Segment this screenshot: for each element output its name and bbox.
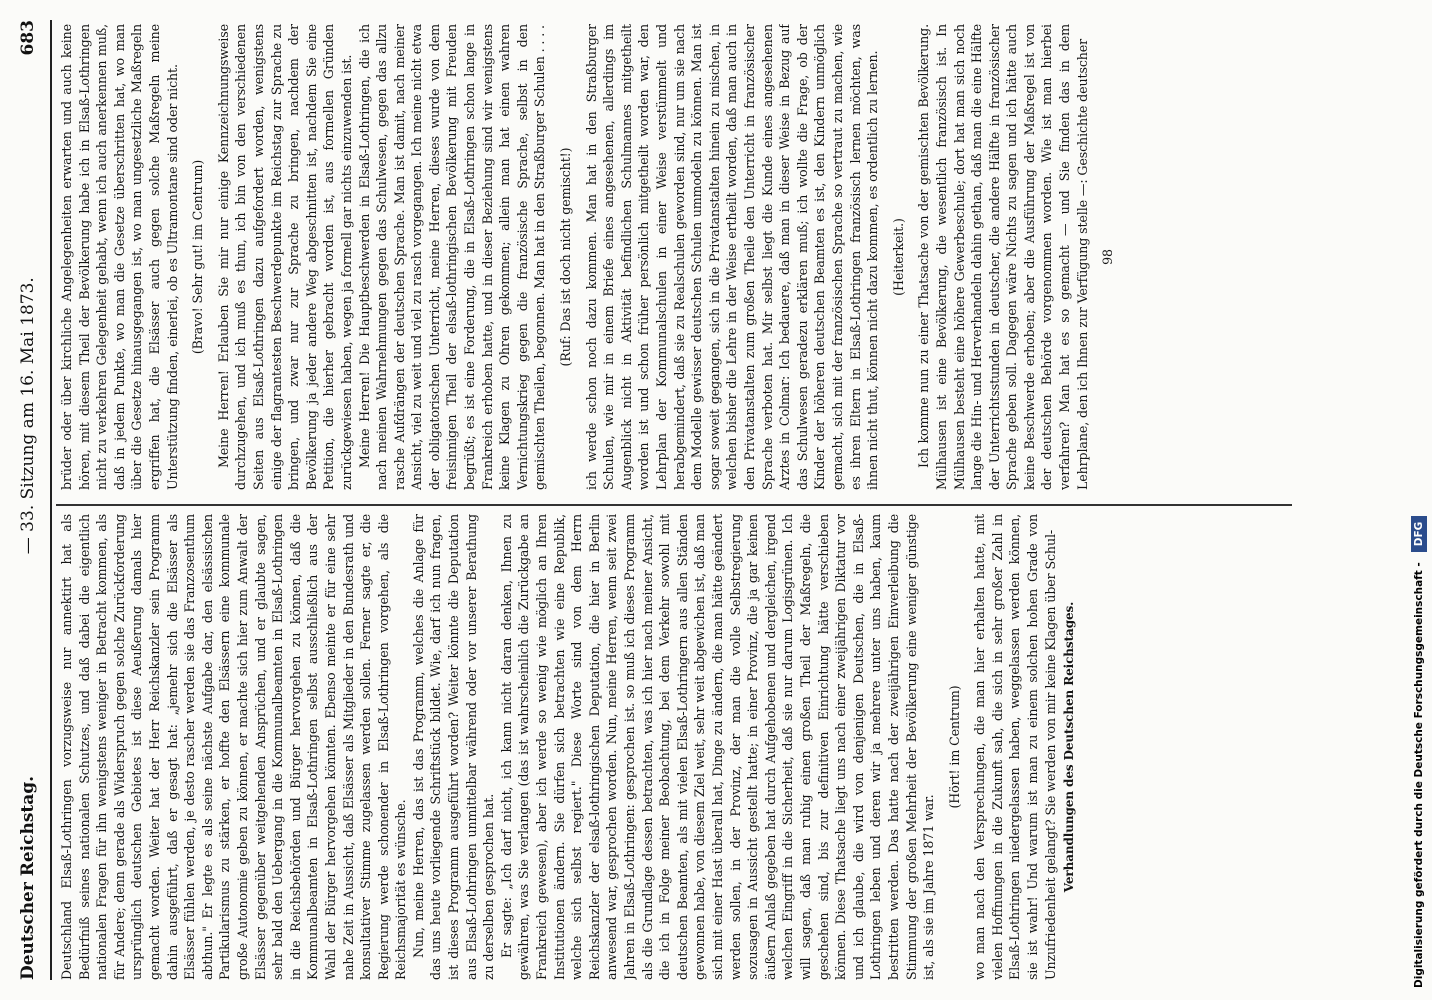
left-column bbox=[58, 514, 1288, 980]
paragraph: ich werde schon noch dazu kommen. Man hat in den Straßburger Schulen, wie mir in einem Briefe eines angesehenen, allerdings im Augenblick nicht in Aktivität befindlichen Schulmannes mitgetheilt worden ist und schon früher persönlich mitgetheilt worden war, den Lehrplan der Kommunalschulen in einer Weise verstümmelt und herabgemindert, daß sie zu Realschulen geworden sind, nur um sie nach dem Modelle gewisser deutschen Schulen ummodeln zu können. Man ist sogar soweit gegangen, sich in die Privatanstalten hinein zu mischen, in welchen bisher die Lehre in der Weise ertheilt worden, daß man auch in den Privatanstalten zum großen Theile den Unterricht in französischer Sprache verboten hat. Mir selbst liegt die Kunde eines angesehenen Arztes in Colmar: Ich bedauere, daß man in dieser Weise in Bezug auf das Schulwesen geradezu erklären muß; ich wollte die Frage, ob der Kinder der höheren deutschen Beamten es ist, den Kindern unmöglich gemacht, sich mit der französischen Sprache so vertraut zu machen, wie es ihren Eltern in Elsaß-Lothringen französisch lernen möchten, was ihnen nicht thut, können nicht dazu kommen, es ordentlich zu lernen. bbox=[583, 24, 881, 490]
page-header bbox=[10, 20, 46, 980]
interjection: (Bravo! Sehr gut! im Centrum) bbox=[190, 159, 206, 355]
interjection: (Hört! im Centrum) bbox=[946, 685, 962, 809]
header-title: Deutscher Reichstag. bbox=[18, 775, 38, 980]
paragraph: Meine Herren! Erlauben Sie mir nur einige Kennzeichnungsweise durchzugehen, und ich muß es thun, ich bin von den verschiedenen Seiten aus Elsaß-Lothringen dazu aufgefordert worden, wenigstens einige der flagrantesten Beschwerdepunkte im Reichstag zur Sprache zu bringen, und zwar nur zur Sprache zu bringen, nachdem der Bevölkerung ja jeder andere Weg abgeschnitten ist, nachdem Sie eine Petition, die hierher gebracht worden ist, aus formellen Gründen zurückgewiesen haben, wegen ja formell gar nichts einzuwenden ist. bbox=[215, 24, 354, 490]
digitization-credit bbox=[1404, 12, 1428, 988]
header-rule bbox=[50, 20, 52, 980]
paragraph: Ich komme nun zu einer Thatsache von der gemischten Bevölkerung. Mülhausen ist eine Bevölkerung, die wesentlich französisch ist. In Mülhausen besteht eine höhere Gewerbeschule; dort hat man sich noch lange die Hin- und Herverhandeln dahin gethan, daß man die eine Hälfte der Unterrichtsstunden in deutscher, die andere Hälfte in französischer Sprache geben soll. Dagegen wäre Nichts zu sagen und ich hätte auch keine Beschwerde erhoben; aber die Ausführung der Maßregel ist von der deutschen Behörde vorgenommen worden. Wie ist man hierbei verfahren? Man hat es so gemacht — und Sie finden das in dem Lehrplane, den ich Ihnen zur Verfügung stelle —: Geschichte deutscher bbox=[916, 24, 1090, 490]
dfg-logo: DFG bbox=[1411, 516, 1427, 553]
paragraph: brüder oder über kirchliche Angelegenheiten erwarten und auch keine hören, mit diesem Theil der Bevölkerung habe ich in Elsaß-Lothringen nicht zu verkehren Gelegenheit gehabt, wenn ich auch anerkennen muß, daß in jedem Punkte, wo man die Gesetze überschritten hat, wo man über die Gesetze hinausgegangen ist, wo man ungesetzliche Maßregeln ergriffen hat, die Elsässer auch gegen solche Maßregeln meine Unterstützung finden, einerlei, ob es Ultramontane sind oder nicht. bbox=[59, 24, 180, 490]
footer-note: Verhandlungen des Deutschen Reichstages. bbox=[1062, 601, 1077, 893]
paragraph: wo man nach den Versprechungen, die man hier erhalten hatte, mit vielen Hoffnungen in die Zukunft sah, die sich in sehr großer Zahl in Elsaß-Lothringen niedergelassen haben, weggelassen werden können, sie ist wahr! Und warum ist man zu einem solchen hohen Grade von Unzufriedenheit gelangt? Sie werden von mir keine Klagen über Schul- bbox=[972, 514, 1058, 980]
credit-line bbox=[1407, 12, 1428, 988]
paragraph: Nun, meine Herren, das ist das Programm, welches die Anlage für das uns heute vorliegende Schriftstück bildet. Wie, darf ich nun fragen, ist dieses Programm ausgeführt worden? Weiter könnte die Deputation aus Elsaß-Lothringen unmittelbar während oder vor unserer Berathung zu derselben gesprochen hat. bbox=[410, 514, 497, 980]
interjection: (Heiterkeit.) bbox=[890, 218, 906, 296]
paragraph: Deutschland Elsaß-Lothringen vorzugsweise nur annektirt hat als Bedürfniß seines nationalen Schutzes, und daß dabei die eigentlich nationalen Fragen für ihn wenigstens weniger in Betracht kommen, als für Andere; denn gerade als Widerspruch gegen solche Zurückforderung ursprünglich deutschen Gebietes ist diese Aeußerung damals hier gemacht worden. Weiter hat der Herr Reichskanzler sein Programm dahin ausgeführt, daß er gesagt hat: „jemehr sich die Elsässer als Elsässer fühlen werden, je desto rascher werden sie das Franzosenthum abthun." Er legte es als seine nächste Aufgabe dar, den elsässischen Partikularismus zu stärken, er hoffte den Elsässern eine kommunale große Autonomie geben zu können, er machte sich hier zum Anwalt der Elsässer gegenüber weitgehenden Ansprüchen, und er glaubte sagen, sehr bald den Uebergang in die Kommunalbeamten in Elsaß-Lothringen in die Reichsbehörden und Bürger hervorgehen zu können, daß die Kommunalbeamten in Elsaß-Lothringen selbst ausschließlich aus der Wahl der Bürger hervorgehen könnten. Ebenso meinte er für eine sehr nahe Zeit in Aussicht, daß Elsässer als Mitglieder in den Bundesrath und konsultativer Stimme zugelassen werden sollen. Ferner sagte er, die Regierung werde schonender in Elsaß-Lothringen vorgehen, als die Reichsmajorität es wünsche. bbox=[59, 514, 409, 980]
header-session: — 33. Sitzung am 16. Mai 1873. bbox=[18, 277, 38, 555]
paragraph: Meine Herren! Die Hauptbeschwerden in Elsaß-Lothringen, die ich nach meinen Wahrnehmungen gegen das Schulwesen, gegen das allzu rasche Aufdrängen der deutschen Sprache. Man ist damit, nach meiner Ansicht, viel zu weit und viel zu rasch vorgegangen. Ich meine nicht etwa der obligatorischen Unterricht, meine Herren, dieses wurde von dem freisinnigen Theil der elsaß-lothringischen Bevölkerung mit Freuden begrüßt; es ist eine Forderung, die in Elsaß-Lothringen schon lange in Frankreich erhoben hatte, und in dieser Beziehung sind wir wenigstens keine Klagen zu Ohren gekommen; allein man hat einen wahren Vernichtungskrieg gegen die französische Sprache, selbst in den gemischten Theilen, begonnen. Man hat in den Straßburger Schulen . . . . bbox=[356, 24, 548, 490]
right-column bbox=[58, 24, 1288, 490]
page-number: 683 bbox=[18, 20, 38, 56]
paragraph: Er sagte: „Ich darf nicht, ich kann nicht daran denken, Ihnen zu gewähren, was Sie verlangen (das ist wahrscheinlich die Zurückgabe an Frankreich gewesen), aber ich werde so wenig wie möglich an Ihren Institutionen ändern. Sie dürfen sich betrachten wie eine Republik, welche sich selbst regiert." Diese Worte sind von dem Herrn Reichskanzler der elsaß-lothringischen Deputation, die hier in Berlin anwesend war, gesprochen worden. Nun, meine Herren, wenn seit zwei Jahren in Elsaß-Lothringen: gesprochen ist. so muß ich dieses Programm als die Grundlage dessen betrachten, was ich hier nach meiner Ansicht, die ich in Folge meiner Beobachtung, bei dem Verkehr sowohl mit deutschen Beamten, als mit vielen Elsaß-Lothringern aus allen Ständen gewonnen habe, von diesem Ziel weit, sehr weit abgewichen ist, daß man sich mit einer Hast überall hat, Dinge zu ändern, die man hätte geändert werden sollen, in der Provinz, der man die volle Selbstregierung sozusagen in Aussicht gestellt hatte; in einer Provinz, die ja gar keinen äußern Anlaß gegeben hat durch Aufgehobenen und dergleichen, irgend welchen Eingriff in die Sicherheit, daß sie nur darum Logisgrünen. Ich will sagen, daß man ruhig einen großen Theil der Maßregeln, die geschehen sind, bis zur definitiven Einrichtung hätte verschieben können. Diese Thatsache liegt uns nach einer zweijährigen Diktatur vor und ich glaube, die wird von denjenigen Deutschen, die in Elsaß-Lothringen leben und deren wir ja mehrere unter uns haben, kaum bestritten werden. Das hatte nach der zweijährigen Einverleibung die Stimmung der großen Mehrheit der Bevölkerung eine weniger günstige ist, als sie im Jahre 1871 war. bbox=[498, 514, 937, 980]
interjection: (Ruf: Das ist doch nicht gemischt!) bbox=[558, 147, 574, 367]
signature-mark: 98 bbox=[1100, 249, 1116, 265]
column-divider bbox=[56, 505, 1292, 507]
credit-text: Digitalisierung gefördert durch die Deutsche Forschungsgemeinschaft - bbox=[1413, 562, 1425, 988]
